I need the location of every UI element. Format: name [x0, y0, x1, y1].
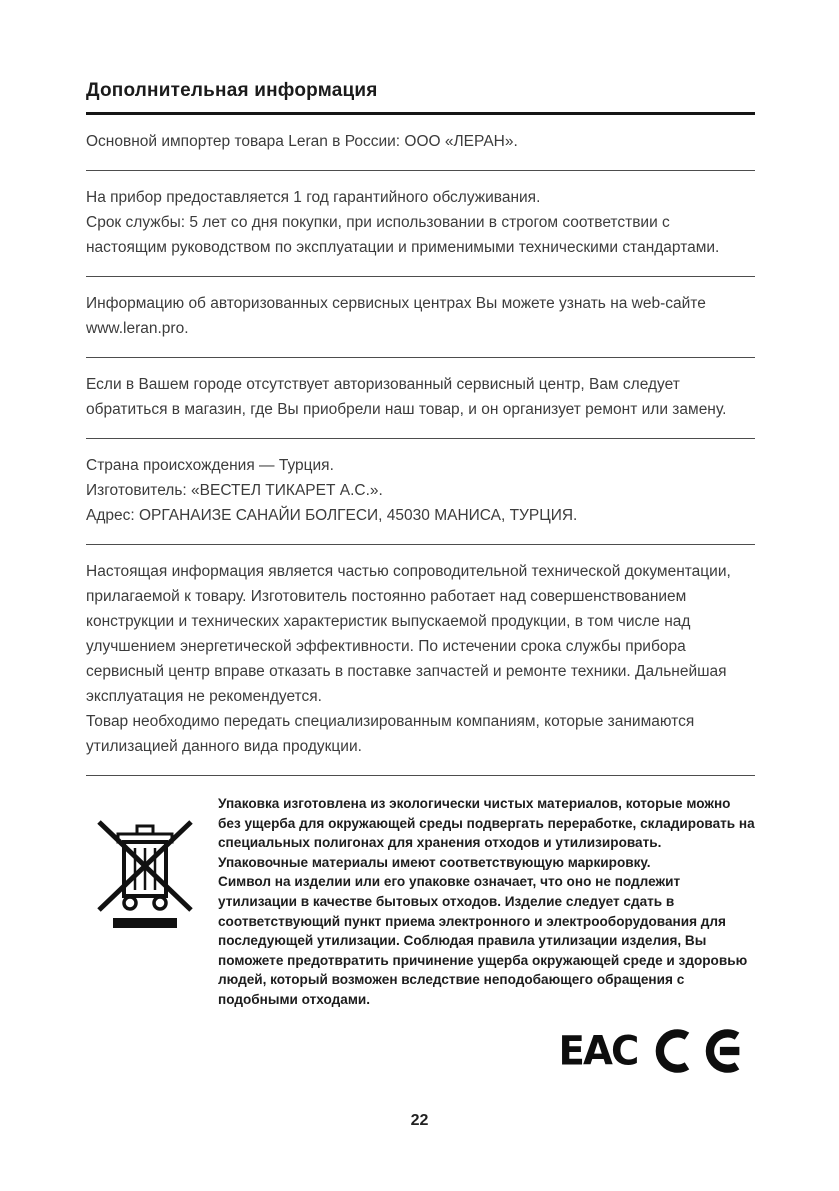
crossed-out-wheeled-bin-icon	[86, 794, 204, 1010]
ce-mark-icon	[655, 1027, 757, 1075]
section-importer	[86, 115, 755, 171]
paragraph-no-service-center: Если в Вашем городе отсутствует авторизованный сервисный центр, Вам следует обратиться в магазин, где Вы приобрели наш товар, и он организует ремонт или замену.	[86, 376, 727, 418]
section-no-service-center	[86, 358, 755, 439]
paragraph-service-life: Срок службы: 5 лет со дня покупки, при использовании в строгом соответствии с настоящим руководством по эксплуатации и применимыми техническими стандартами.	[86, 214, 720, 256]
recycling-text	[218, 794, 755, 1010]
page-title: Дополнительная информация	[86, 80, 755, 115]
paragraph-warranty-term: На прибор предоставляется 1 год гарантийного обслуживания.	[86, 189, 541, 206]
paragraph-weee-symbol: Символ на изделии или его упаковке означает, что оно не подлежит утилизации в качестве бытовых отходов. Изделие следует сдать в соответствующий пункт приема электронного и электрооборудования для последующей утилизации. Соблюдая правила утилизации изделия, Вы поможете предотвратить причинение ущерба окружающей среде и здоровью людей, который возможен вследствие неподобающего обращения с подобными отходами.	[218, 874, 748, 1007]
paragraph-lifecycle: Настоящая информация является частью сопроводительной технической документации, прилагаемой к товару. Изготовитель постоянно работает над совершенствованием конструкции и технических характеристик выпускаемой продукции, в том числе над улучшением энергетической эффективности. По истечении срока службы прибора сервисный центр вправе отказать в поставке запчастей и ремонте техники. Дальнейшая эксплуатация не рекомендуется.	[86, 563, 731, 705]
paragraph-country-of-origin: Страна происхождения — Турция.	[86, 457, 334, 474]
section-warranty	[86, 171, 755, 277]
paragraph-service-centers: Информацию об авторизованных сервисных центрах Вы можете узнать на web-сайте www.leran.pro.	[86, 295, 706, 337]
section-origin	[86, 439, 755, 545]
section-lifecycle	[86, 545, 755, 776]
recycling-notice	[86, 776, 755, 1010]
paragraph-packaging: Упаковка изготовлена из экологически чистых материалов, которые можно без ущерба для окружающей среды подвергать переработке, складировать на специальных полигонах для хранения отходов и утилизировать. Упаковочные материалы имеют соответствующую маркировку.	[218, 796, 755, 870]
paragraph-importer: Основной импортер товара Leran в России: ООО «ЛЕРАН».	[86, 133, 518, 150]
conformity-marks	[555, 1026, 757, 1075]
eac-mark-icon: ЕАС	[558, 1027, 638, 1074]
section-service-centers	[86, 277, 755, 358]
paragraph-disposal: Товар необходимо передать специализированным компаниям, которые занимаются утилизацией данного вида продукции.	[86, 713, 695, 755]
paragraph-address: Адрес: ОРГАНАИЗЕ САНАЙИ БОЛГЕСИ, 45030 МАНИСА, ТУРЦИЯ.	[86, 507, 578, 524]
page-number: 22	[410, 1112, 429, 1129]
paragraph-manufacturer: Изготовитель: «ВЕСТЕЛ ТИКАРЕТ А.С.».	[86, 482, 383, 499]
